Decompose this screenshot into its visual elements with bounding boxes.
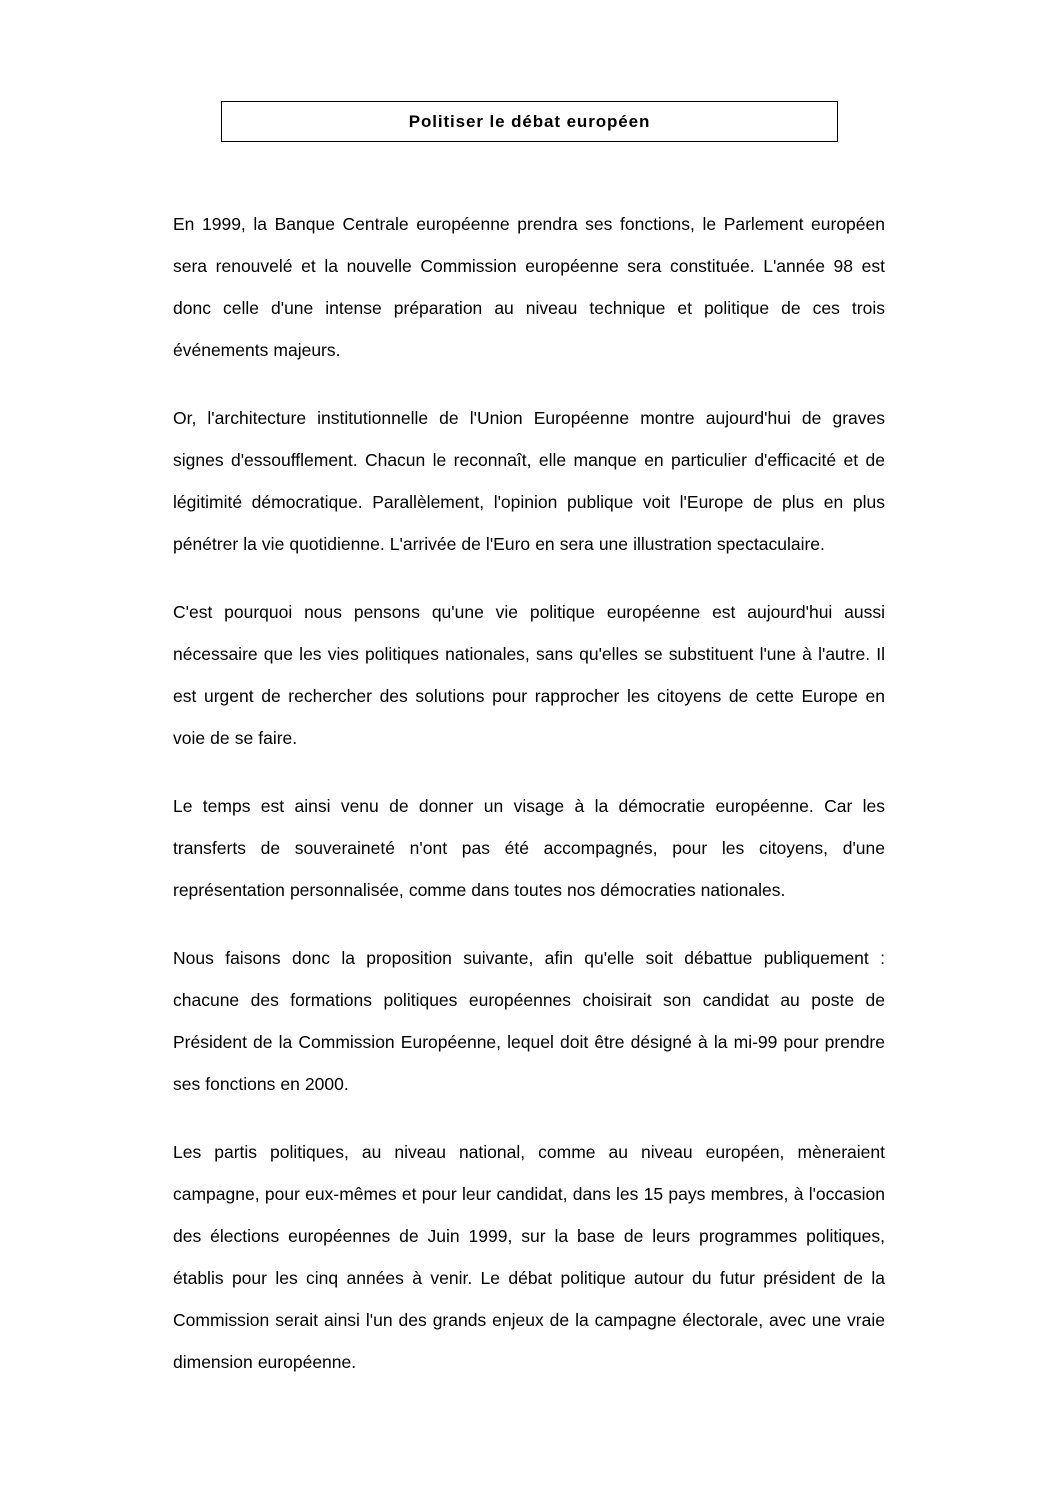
- paragraph: Nous faisons donc la proposition suivante, afin qu'elle soit débattue publiquement : chacune des formations politiques européennes choisirait son candidat au poste de Président de la Commission Européenne, lequel doit être désigné à la mi-99 pour prendre ses fonctions en 2000.: [173, 948, 885, 1094]
- page-title: Politiser le débat européen: [408, 112, 651, 131]
- paragraph: Or, l'architecture institutionnelle de l'Union Européenne montre aujourd'hui de graves signes d'essoufflement. Chacun le reconnaît, elle manque en particulier d'efficacité et de légitimité démocratique. Parallèlement, l'opinion publique voit l'Europe de plus en plus pénétrer la vie quotidienne. L'arrivée de l'Euro en sera une illustration spectaculaire.: [173, 408, 885, 554]
- document-title-box: [221, 101, 838, 142]
- paragraph: Le temps est ainsi venu de donner un visage à la démocratie européenne. Car les transferts de souveraineté n'ont pas été accompagnés, pour les citoyens, d'une représentation personnalisée, comme dans toutes nos démocraties nationales.: [173, 796, 885, 900]
- paragraph: Les partis politiques, au niveau national, comme au niveau européen, mèneraient campagne, pour eux-mêmes et pour leur candidat, dans les 15 pays membres, à l'occasion des élections européennes de Juin 1999, sur la base de leurs programmes politiques, établis pour les cinq années à venir. Le débat politique autour du futur président de la Commission serait ainsi l'un des grands enjeux de la campagne électorale, avec une vraie dimension européenne.: [173, 1142, 885, 1372]
- document-body: [173, 203, 885, 1383]
- paragraph: C'est pourquoi nous pensons qu'une vie politique européenne est aujourd'hui aussi nécessaire que les vies politiques nationales, sans qu'elles se substituent l'une à l'autre. Il est urgent de rechercher des solutions pour rapprocher les citoyens de cette Europe en voie de se faire.: [173, 602, 885, 748]
- paragraph: En 1999, la Banque Centrale européenne prendra ses fonctions, le Parlement européen sera renouvelé et la nouvelle Commission européenne sera constituée. L'année 98 est donc celle d'une intense préparation au niveau technique et politique de ces trois événements majeurs.: [173, 214, 885, 360]
